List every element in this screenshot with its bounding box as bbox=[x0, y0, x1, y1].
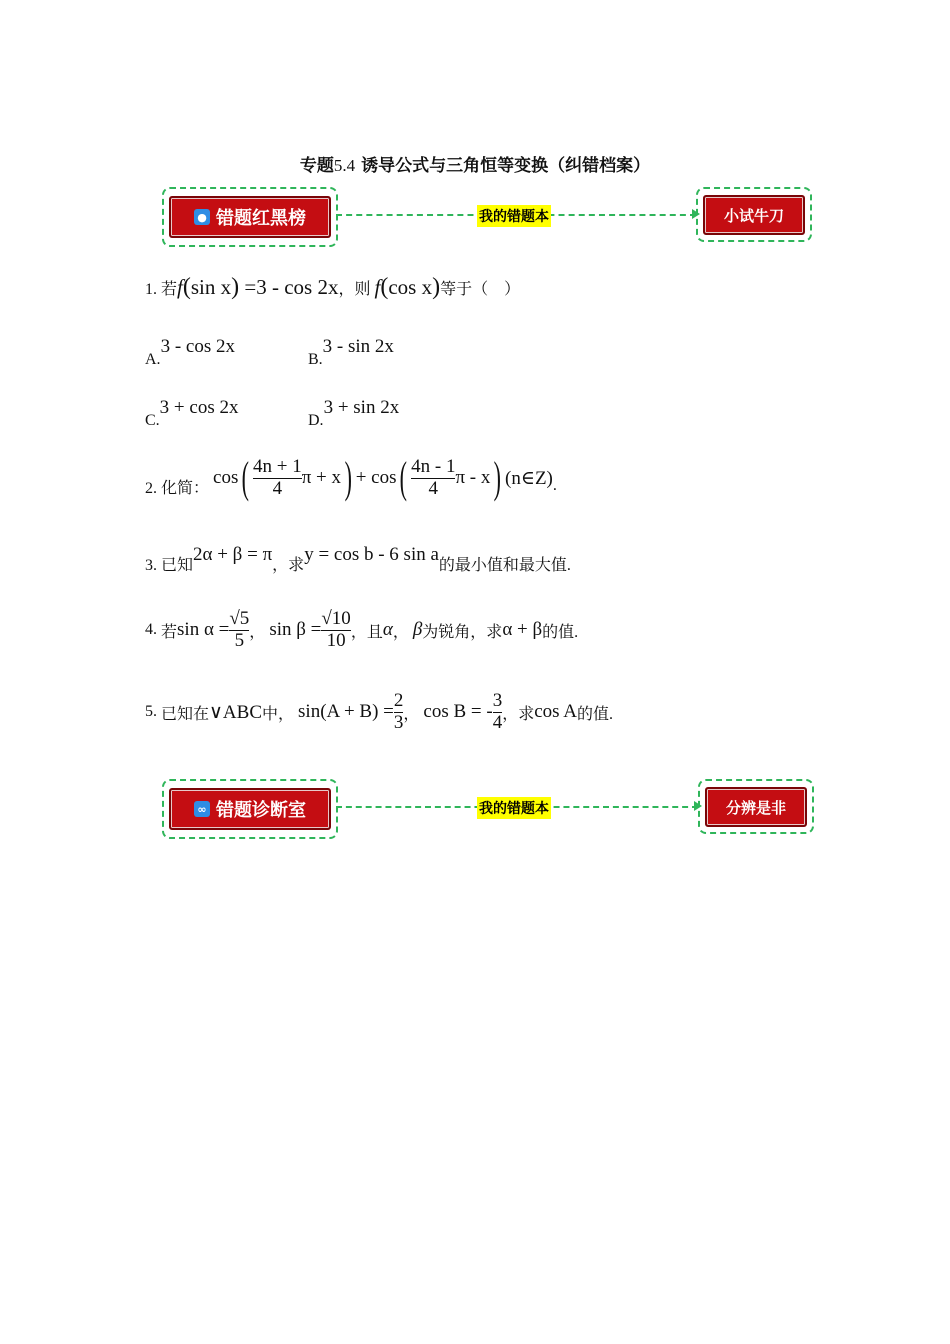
practice-button[interactable]: 小试牛刀 bbox=[703, 195, 805, 235]
judge-button[interactable]: 分辨是非 bbox=[705, 787, 807, 827]
option-d[interactable]: D.3 + sin 2x bbox=[308, 397, 400, 429]
wrong-questions-ranking-button[interactable]: ● 错题红黑榜 bbox=[169, 196, 331, 238]
question-1: 1. 若f(sin x) =3 - cos 2x，则 f(cos x)等于（ ） bbox=[145, 274, 521, 300]
question-2: 2. 化简： cos ( $\frac{4n + 1}{4}$ π + x ) + cos ( $\frac{4n - 1}{4}$ π - x ) (n∈Z) . bbox=[145, 453, 557, 502]
question-4: 4. 若 sin α = $\frac{√5}{5}$ ， sin β = $\frac{√10}{10}$ ，且 α ， β 为锐角，求 α + β 的值. bbox=[145, 608, 579, 651]
question-3: 3. 已知2α + β = π，求y = cos b - 6 sin a的最小值和最大值. bbox=[145, 544, 571, 574]
wrong-questions-diagnosis-button[interactable]: ∞ 错题诊断室 bbox=[169, 788, 331, 830]
question-5: 5. 已知在 ∨ABC 中， sin(A + B) = $\frac{2}{3}$ ， cos B = - $\frac{3}{4}$ ，求 cos A 的值. bbox=[145, 690, 613, 733]
banner-mid-label: 我的错题本 bbox=[477, 205, 551, 227]
link-icon: ∞ bbox=[194, 801, 210, 817]
option-b[interactable]: B.3 - sin 2x bbox=[308, 336, 394, 368]
option-a[interactable]: A.3 - cos 2x bbox=[145, 336, 235, 368]
option-c[interactable]: C.3 + cos 2x bbox=[145, 397, 239, 429]
banner2-mid-label: 我的错题本 bbox=[477, 797, 551, 819]
page-title: 专题5.4 诱导公式与三角恒等变换（纠错档案） bbox=[299, 156, 651, 176]
person-icon: ● bbox=[194, 209, 210, 225]
